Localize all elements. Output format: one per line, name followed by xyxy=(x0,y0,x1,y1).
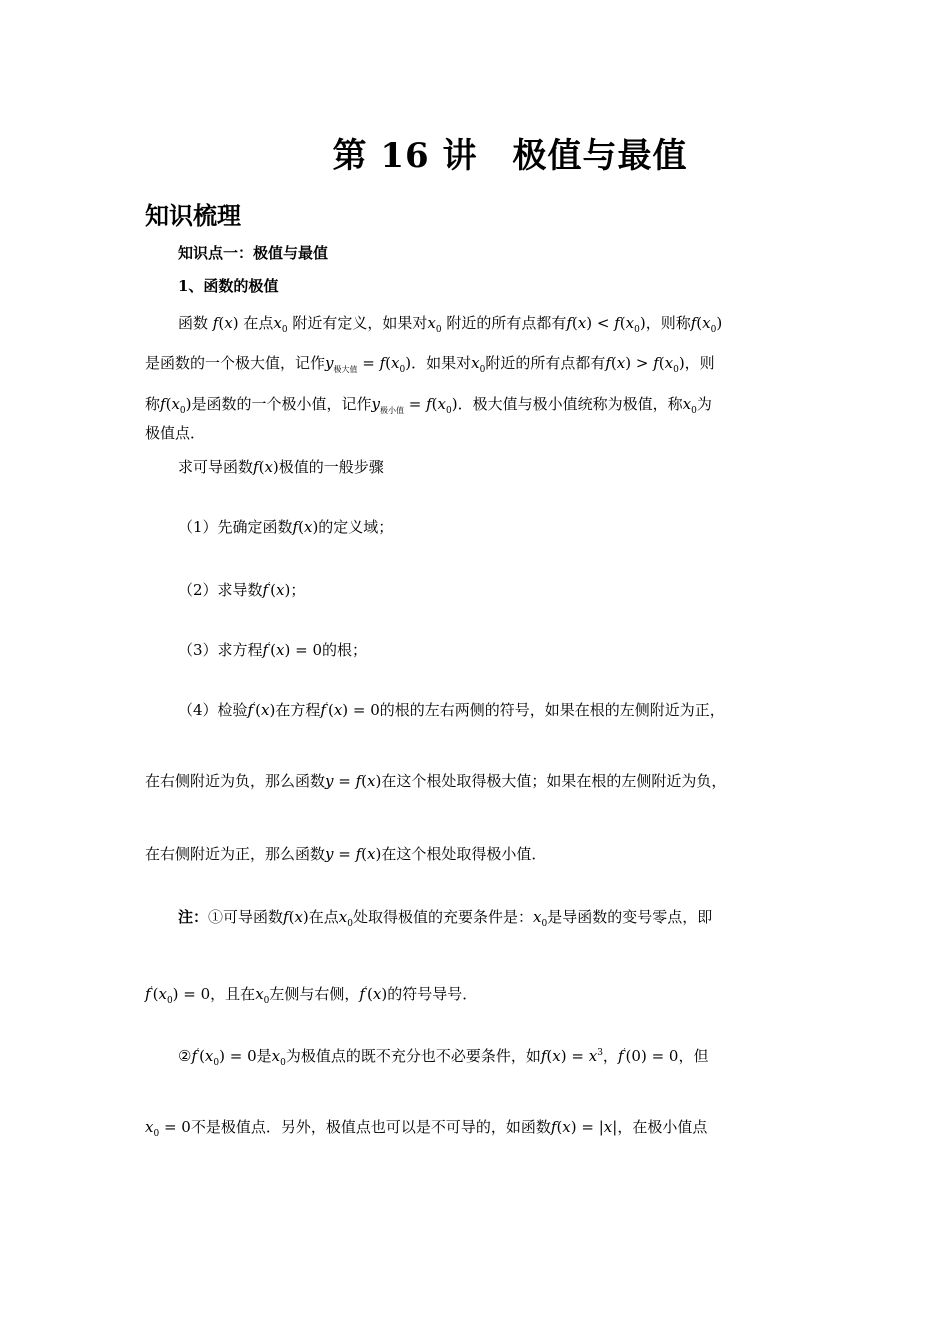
paragraph-line: 是函数的一个极大值，记作$y_{极大值} = f(x_0)$．如果对$x_0$附近的所有点都有$f(x) > f(x_0)$，则 xyxy=(145,354,715,375)
note-paragraph: 注：①可导函数f(x)在点$x_0$处取得极值的充要条件是：$x_0$是导函数的变号零点，即 xyxy=(178,908,713,929)
subsection-heading: 1、函数的极值 xyxy=(178,277,279,295)
paragraph-line: $f'(x_0) = 0$，且在$x_0$左侧与右侧，f′(x)的符号导号． xyxy=(145,985,478,1006)
page-title: 第 16 讲 极值与最值 xyxy=(332,136,688,176)
step-item: （2）求导数f′(x)； xyxy=(178,581,306,599)
step-item: （1）先确定函数f(x)的定义域； xyxy=(178,518,394,536)
section-heading: 知识梳理 xyxy=(145,201,241,230)
step-item: （3）求方程f′(x) = 0的根； xyxy=(178,641,367,659)
step-item: （4）检验f′(x)在方程f′(x) = 0的根的左右两侧的符号，如果在根的左侧附近为正， xyxy=(178,701,725,719)
paragraph-line: 求可导函数f(x)极值的一般步骤 xyxy=(178,458,384,476)
paragraph-line: 称$f(x_0)$是函数的一个极小值，记作$y_{极小值} = f(x_0)$．极大值与极小值统称为极值，称$x_0$为 xyxy=(145,395,712,416)
knowledge-point-heading: 知识点一：极值与最值 xyxy=(178,244,329,262)
paragraph-line: 在右侧附近为负，那么函数y = f(x)在这个根处取得极大值；如果在根的左侧附近为负， xyxy=(145,772,727,790)
paragraph-line: 在右侧附近为正，那么函数y = f(x)在这个根处取得极小值． xyxy=(145,845,547,863)
paragraph-line: $②f'(x_0) = 0$是$x_0$为极值点的既不充分也不必要条件，如$f(x) = x^3$，f′(0) = 0，但 xyxy=(178,1047,709,1068)
paragraph-line: $x_0 = 0$不是极值点．另外，极值点也可以是不可导的，如函数f(x) = |x|，在极小值点 xyxy=(145,1118,708,1139)
paragraph-line: 极值点． xyxy=(145,424,206,442)
paragraph-line: 函数 f(x) 在点$x_0$ 附近有定义，如果对$x_0$ 附近的所有点都有$f(x) < f(x_0)$，则称$f(x_0)$ xyxy=(178,314,723,335)
